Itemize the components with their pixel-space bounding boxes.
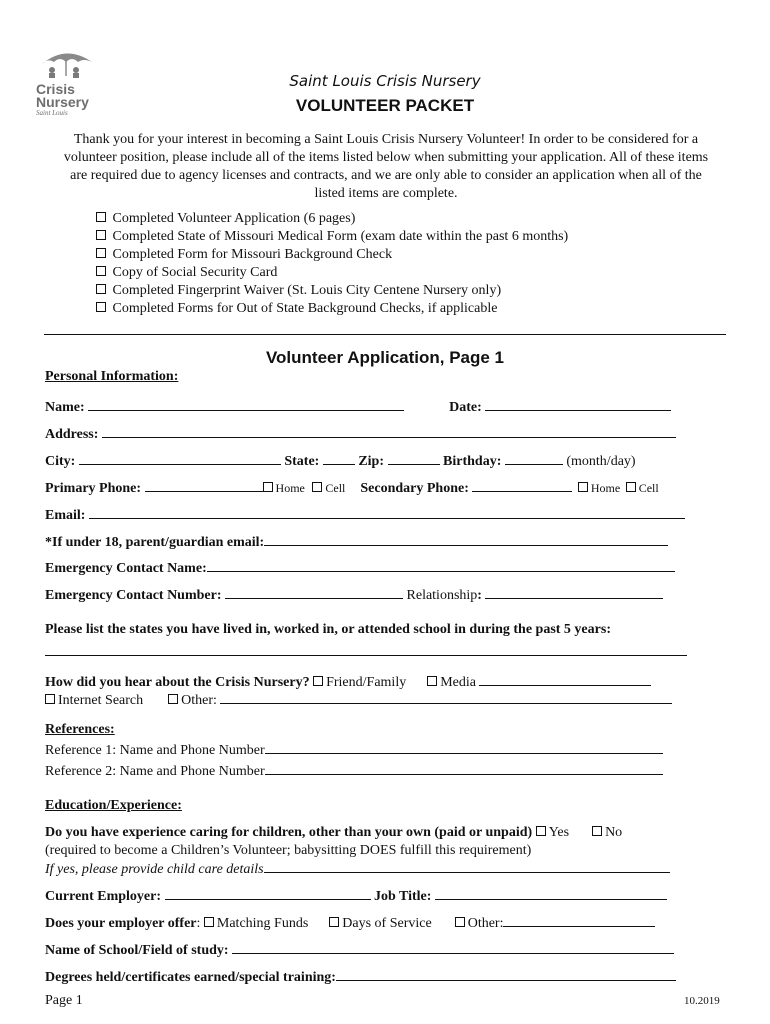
degrees-row bbox=[45, 968, 676, 986]
school-label: Name of School/Field of study: bbox=[45, 943, 229, 958]
name-row bbox=[45, 398, 671, 416]
reference2-row bbox=[45, 762, 663, 780]
checkbox-icon[interactable] bbox=[96, 266, 106, 276]
birthday-field[interactable] bbox=[505, 452, 563, 465]
checklist-item[interactable]: Completed Forms for Out of State Background Checks, if applicable bbox=[96, 300, 568, 318]
degrees-field[interactable] bbox=[336, 968, 676, 981]
states-question: Please list the states you have lived in, worked in, or attended school in during the past 5 years: bbox=[45, 622, 611, 637]
home-option: Home bbox=[590, 481, 621, 495]
experience-question: Do you have experience caring for children, other than your own (paid or unpaid) bbox=[45, 825, 533, 840]
org-title: Saint Louis Crisis Nursery bbox=[289, 72, 481, 90]
date-label: Date: bbox=[449, 400, 482, 415]
reference1-field[interactable] bbox=[265, 741, 663, 754]
hear-row bbox=[45, 673, 651, 691]
experience-details-label: If yes, please provide child care details bbox=[45, 862, 264, 877]
internet-search-option: Internet Search bbox=[58, 693, 144, 708]
guardian-email-label: *If under 18, parent/guardian email: bbox=[45, 535, 265, 550]
primary-phone-field[interactable] bbox=[145, 479, 263, 492]
media-field[interactable] bbox=[479, 673, 651, 686]
school-field[interactable] bbox=[232, 941, 674, 954]
name-label: Name: bbox=[45, 400, 85, 415]
name-field[interactable] bbox=[88, 398, 404, 411]
friend-family-option: Friend/Family bbox=[326, 675, 407, 690]
employer-offer-row: Does your employer offer: Matching Funds Days of Service Other: bbox=[45, 914, 655, 932]
school-row bbox=[45, 941, 674, 959]
requirements-checklist bbox=[96, 210, 568, 318]
phone-row bbox=[45, 479, 659, 497]
emergency-number-field[interactable] bbox=[225, 586, 403, 599]
experience-note: (required to become a Children’s Volunteer; babysitting DOES fulfill this requirement) bbox=[45, 843, 532, 858]
job-title-label: Job Title: bbox=[374, 889, 432, 904]
address-field[interactable] bbox=[102, 425, 676, 438]
checkbox-icon[interactable] bbox=[313, 676, 323, 686]
experience-details-field[interactable] bbox=[264, 860, 670, 873]
email-row bbox=[45, 506, 685, 524]
matching-funds-option: Matching Funds bbox=[216, 916, 309, 931]
section-divider bbox=[44, 334, 726, 335]
emergency-number-row: Emergency Contact Number: Relationship: bbox=[45, 586, 663, 604]
packet-title: VOLUNTEER PACKET bbox=[295, 96, 475, 115]
hear-question: How did you hear about the Crisis Nursery? bbox=[45, 675, 310, 690]
reference1-label: Reference 1: Name and Phone Number bbox=[45, 743, 265, 758]
checkbox-icon[interactable] bbox=[329, 917, 339, 927]
education-heading: Education/Experience: bbox=[45, 798, 182, 813]
employer-label: Current Employer: bbox=[45, 889, 161, 904]
home-option: Home bbox=[275, 481, 305, 495]
city-row bbox=[45, 452, 636, 470]
relationship-field[interactable] bbox=[485, 586, 663, 599]
checklist-item[interactable]: Copy of Social Security Card bbox=[96, 264, 568, 282]
experience-details-row bbox=[45, 860, 670, 878]
cell-option: Cell bbox=[325, 481, 346, 495]
yes-option: Yes bbox=[548, 825, 570, 840]
checkbox-icon[interactable] bbox=[96, 248, 106, 258]
primary-phone-label: Primary Phone: bbox=[45, 481, 142, 496]
emergency-name-label: Emergency Contact Name: bbox=[45, 561, 207, 576]
email-label: Email: bbox=[45, 508, 86, 523]
emergency-number-label: Emergency Contact Number: bbox=[45, 588, 222, 603]
checkbox-icon[interactable] bbox=[536, 826, 546, 836]
offer-other-field[interactable] bbox=[503, 914, 655, 927]
checkbox-icon[interactable] bbox=[455, 917, 465, 927]
no-option: No bbox=[605, 825, 623, 840]
references-heading: References: bbox=[45, 722, 115, 737]
guardian-email-row bbox=[45, 533, 668, 551]
cell-option: Cell bbox=[638, 481, 659, 495]
guardian-email-field[interactable] bbox=[264, 533, 668, 546]
checkbox-icon[interactable] bbox=[168, 694, 178, 704]
state-label: State: bbox=[284, 454, 320, 469]
email-field[interactable] bbox=[89, 506, 685, 519]
job-title-field[interactable] bbox=[435, 887, 667, 900]
experience-row bbox=[45, 825, 622, 841]
other-field[interactable] bbox=[220, 691, 672, 704]
date-field[interactable] bbox=[485, 398, 671, 411]
employer-row bbox=[45, 887, 667, 905]
checkbox-icon[interactable] bbox=[427, 676, 437, 686]
degrees-label: Degrees held/certificates earned/special training: bbox=[45, 970, 336, 985]
secondary-phone-label: Secondary Phone: bbox=[360, 481, 469, 496]
checkbox-icon[interactable] bbox=[312, 482, 322, 492]
personal-info-heading: Personal Information: bbox=[45, 369, 179, 384]
secondary-phone-field[interactable] bbox=[472, 479, 572, 492]
page-number: Page 1 bbox=[45, 993, 83, 1008]
state-field[interactable] bbox=[323, 452, 355, 465]
checklist-item[interactable]: Completed State of Missouri Medical Form (exam date within the past 6 months) bbox=[96, 228, 568, 246]
logo-line3: Saint Louis bbox=[36, 109, 68, 117]
logo-line2: Nursery bbox=[36, 94, 89, 110]
zip-label: Zip: bbox=[358, 454, 385, 469]
city-field[interactable] bbox=[79, 452, 281, 465]
checkbox-icon[interactable] bbox=[626, 482, 636, 492]
media-option: Media bbox=[440, 675, 476, 690]
address-label: Address: bbox=[45, 427, 99, 442]
emergency-name-field[interactable] bbox=[207, 559, 675, 572]
checkbox-icon[interactable] bbox=[96, 212, 106, 222]
reference2-field[interactable] bbox=[265, 762, 663, 775]
checkbox-icon[interactable] bbox=[578, 482, 588, 492]
zip-field[interactable] bbox=[388, 452, 440, 465]
city-label: City: bbox=[45, 454, 76, 469]
birthday-hint: (month/day) bbox=[566, 454, 636, 469]
application-title: Volunteer Application, Page 1 bbox=[265, 348, 505, 367]
employer-offer-label: Does your employer offer bbox=[45, 916, 197, 931]
checklist-item[interactable]: Completed Form for Missouri Background Check bbox=[96, 246, 568, 264]
days-of-service-option: Days of Service bbox=[342, 916, 432, 931]
checkbox-icon[interactable] bbox=[96, 284, 106, 294]
reference2-label: Reference 2: Name and Phone Number bbox=[45, 764, 265, 779]
checklist-item[interactable]: Completed Fingerprint Waiver (St. Louis City Centene Nursery only) bbox=[96, 282, 568, 300]
intro-paragraph: Thank you for your interest in becoming a Saint Louis Crisis Nursery Volunteer! In order to be considered for a volunteer position, please include all of the items listed below when submitting your application. All of these items are required due to agency licenses and contracts, and we are only able to consider an application when all of the listed items are complete. bbox=[63, 132, 709, 201]
emergency-name-row bbox=[45, 559, 675, 577]
checkbox-icon[interactable] bbox=[96, 230, 106, 240]
checkbox-icon[interactable] bbox=[45, 694, 55, 704]
offer-other-option: Other: bbox=[467, 916, 504, 931]
checkbox-icon[interactable] bbox=[592, 826, 602, 836]
birthday-label: Birthday: bbox=[443, 454, 502, 469]
checklist-item[interactable]: Completed Volunteer Application (6 pages) bbox=[96, 210, 568, 228]
other-option: Other: bbox=[181, 693, 217, 708]
hear-row-2 bbox=[45, 691, 672, 709]
address-row bbox=[45, 425, 676, 443]
relationship-label: Relationship bbox=[406, 588, 478, 603]
employer-field[interactable] bbox=[165, 887, 371, 900]
logo-line1: Crisis bbox=[36, 81, 75, 97]
checkbox-icon[interactable] bbox=[263, 482, 273, 492]
reference1-row bbox=[45, 741, 663, 759]
form-version: 10.2019 bbox=[684, 995, 720, 1007]
checkbox-icon[interactable] bbox=[204, 917, 214, 927]
states-field[interactable] bbox=[45, 655, 687, 656]
checkbox-icon[interactable] bbox=[96, 302, 106, 312]
